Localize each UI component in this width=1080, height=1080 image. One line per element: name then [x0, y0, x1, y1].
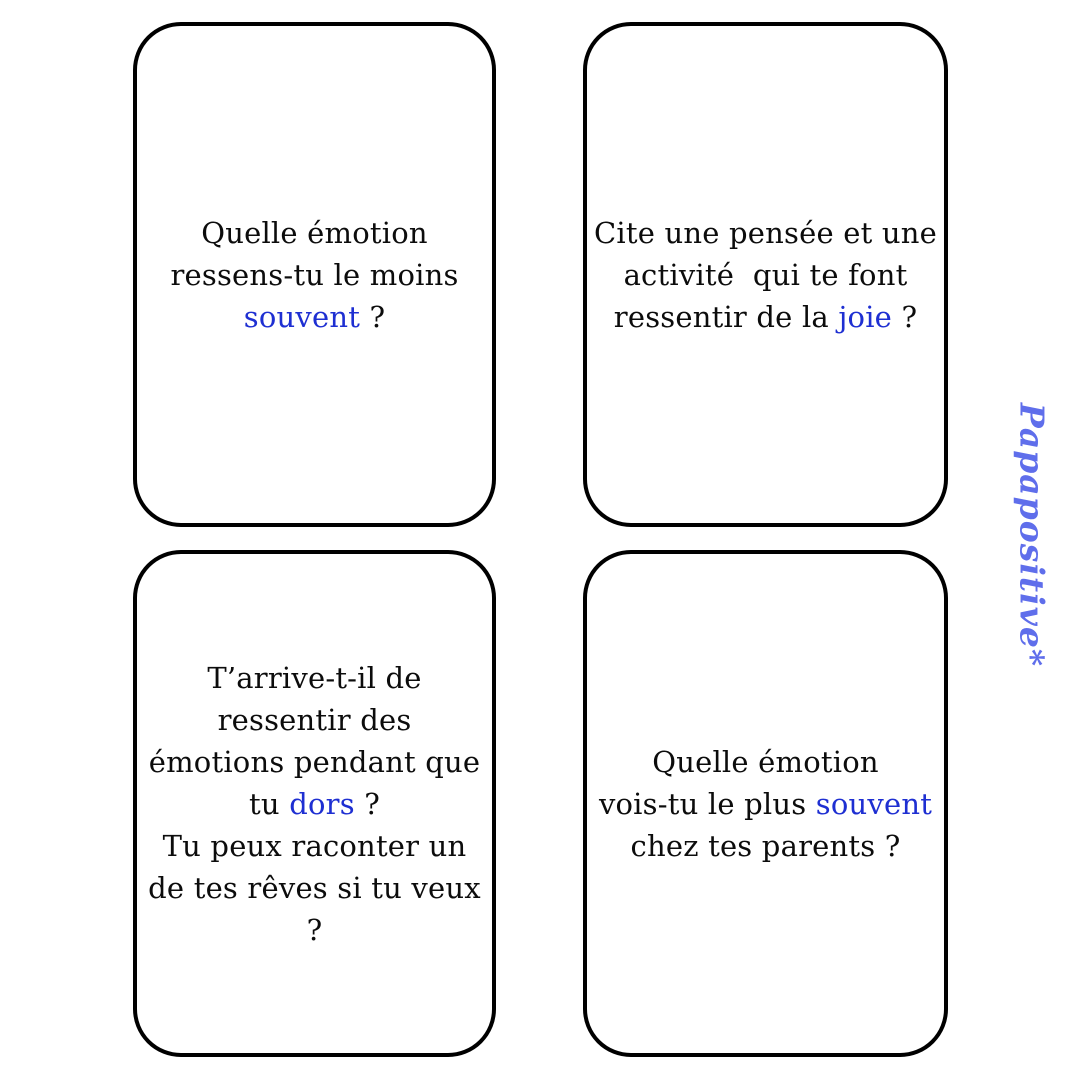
text-segment: ressentir de la	[613, 299, 839, 334]
card-text-line	[149, 741, 481, 783]
card-text-line	[599, 783, 932, 825]
card-text-line	[163, 825, 467, 867]
text-segment: Quelle émotion	[652, 744, 879, 779]
watermark-papapositive: Papapositive*	[1012, 402, 1052, 668]
accent-word: souvent	[815, 786, 933, 821]
card-text-line	[249, 783, 380, 825]
text-segment: T’arrive-t-il de	[207, 660, 422, 695]
card-text-line	[652, 741, 879, 783]
card-text-line	[614, 296, 917, 338]
card-text-line	[201, 212, 428, 254]
card-text-line	[218, 699, 412, 741]
card-text-line	[148, 867, 481, 909]
text-segment: ressentir des	[217, 702, 412, 737]
text-segment: Tu peux raconter un	[162, 828, 467, 863]
card-text-line	[244, 296, 385, 338]
card-text-line	[307, 909, 323, 951]
card-text-line	[207, 657, 421, 699]
text-segment: Quelle émotion	[201, 215, 428, 250]
question-card-top-right	[583, 22, 948, 527]
text-segment: ressens-tu le moins	[170, 257, 459, 292]
card-text-line	[594, 212, 937, 254]
question-card-bottom-left	[133, 550, 496, 1057]
accent-word: joie	[838, 299, 893, 334]
text-segment: Cite une pensée et une	[593, 215, 937, 250]
question-card-bottom-right	[583, 550, 948, 1057]
text-segment: ?	[354, 786, 380, 821]
text-segment: émotions pendant que	[148, 744, 481, 779]
text-segment: de tes rêves si tu veux	[148, 870, 481, 905]
accent-word: souvent	[243, 299, 361, 334]
card-text-line	[631, 825, 901, 867]
text-segment: ?	[892, 299, 918, 334]
text-segment: activité qui te font	[623, 257, 908, 292]
text-segment: vois-tu le plus	[598, 786, 816, 821]
card-text-line	[624, 254, 908, 296]
card-text-line	[170, 254, 458, 296]
text-segment: ?	[306, 912, 323, 947]
text-segment: ?	[360, 299, 386, 334]
question-card-top-left	[133, 22, 496, 527]
accent-word: dors	[289, 786, 355, 821]
text-segment: chez tes parents ?	[630, 828, 901, 863]
text-segment: tu	[249, 786, 290, 821]
